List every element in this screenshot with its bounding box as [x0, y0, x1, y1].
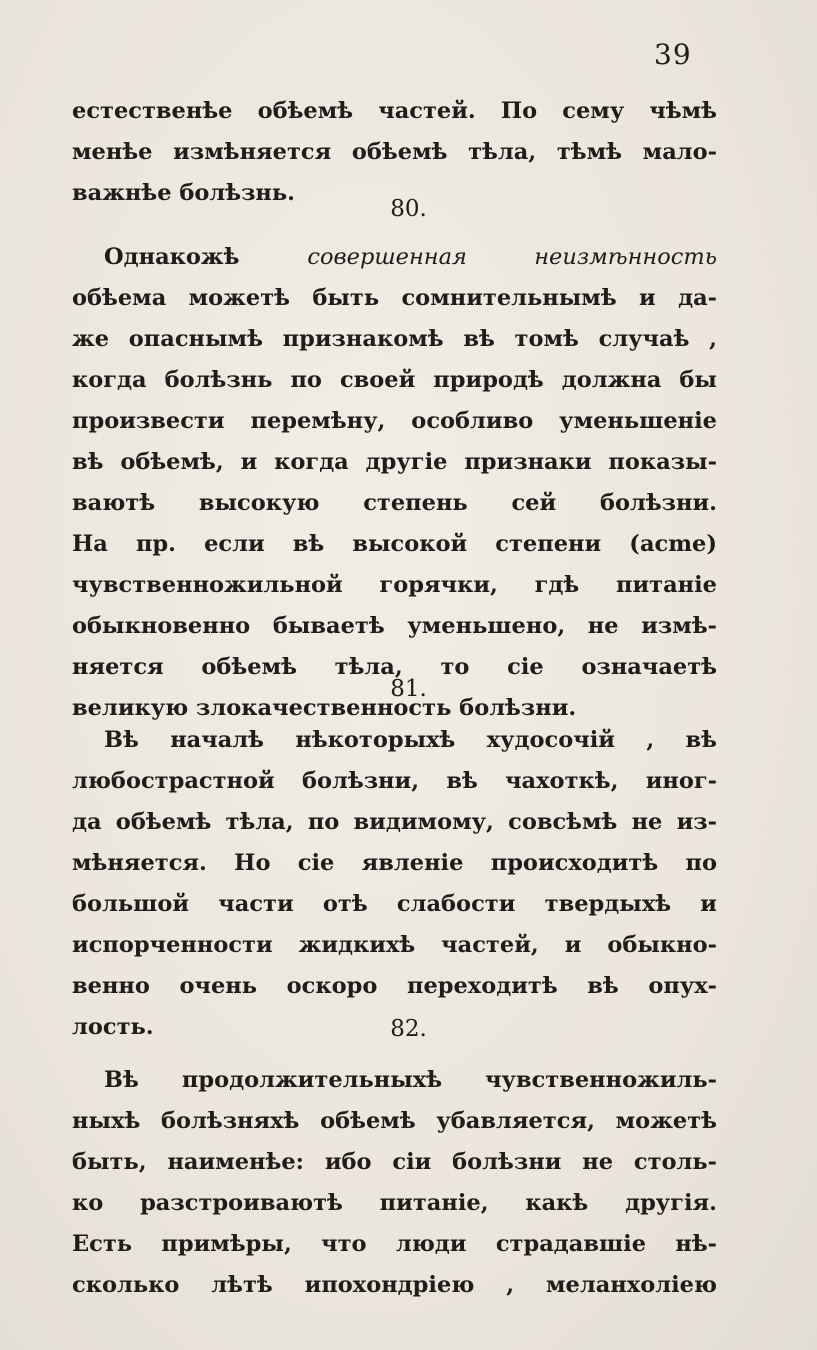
text-line: вѣ обѣемѣ, и когда другіе признаки показы- — [72, 449, 717, 475]
text-line: естественѣе обѣемѣ частей. По сему чѣмѣ — [72, 98, 717, 124]
section-number-80: 80. — [390, 196, 427, 222]
text-line: же опаснымѣ признакомѣ вѣ томѣ случаѣ , — [72, 326, 717, 352]
text-line: На пр. если вѣ высокой степени (acme) — [72, 531, 717, 557]
text-line: менѣе измѣняется обѣемѣ тѣла, тѣмѣ мало- — [72, 139, 717, 165]
text-line: мѣняется. Но сіе явленіе происходитѣ по — [72, 850, 717, 876]
text-line: испорченности жидкихѣ частей, и обыкно- — [72, 932, 717, 958]
text-line: чувственножильной горячки, гдѣ питаніе — [72, 572, 717, 598]
text-line: венно очень оскоро переходитѣ вѣ опух- — [72, 973, 717, 999]
text-line: сколько лѣтѣ ипохондріею , меланхоліею — [72, 1272, 717, 1298]
text-line: обыкновенно бываетѣ уменьшено, не измѣ- — [72, 613, 717, 639]
text-line: произвести перемѣну, особливо уменьшеніе — [72, 408, 717, 434]
text-line: Вѣ продолжительныхѣ чувственножиль- — [104, 1067, 717, 1093]
text-line: большой части отѣ слабости твердыхѣ и — [72, 891, 717, 917]
text-line: Вѣ началѣ нѣкоторыхѣ худосочій , вѣ — [104, 727, 717, 753]
text-line: няется обѣемѣ тѣла, то сіе означаетѣ — [72, 654, 717, 680]
text-line: быть, наименѣе: ибо сіи болѣзни не столь- — [72, 1149, 717, 1175]
text-line: ко разстроиваютѣ питаніе, какѣ другія. — [72, 1190, 717, 1216]
emphasized-phrase: совершенная неизмѣнность — [307, 244, 717, 270]
section-82-paragraph — [72, 1060, 717, 1306]
section-80-paragraph — [72, 237, 717, 729]
section-number-81: 81. — [390, 676, 427, 702]
text-line: лость. — [72, 1014, 154, 1040]
text-line — [72, 237, 717, 278]
text-line: ваютѣ высокую степень сей болѣзни. — [72, 490, 717, 516]
page-number: 39 — [654, 38, 692, 71]
text-line: ныхѣ болѣзняхѣ обѣемѣ убавляется, можетѣ — [72, 1108, 717, 1134]
text-line: когда болѣзнь по своей природѣ должна бы — [72, 367, 717, 393]
text-segment: Однакожѣ — [104, 244, 308, 270]
text-line: любострастной болѣзни, вѣ чахоткѣ, иног- — [72, 768, 717, 794]
text-line: да обѣемѣ тѣла, по видимому, совсѣмѣ не из- — [72, 809, 717, 835]
text-line: Есть примѣры, что люди страдавшіе нѣ- — [72, 1231, 717, 1257]
section-81-paragraph — [72, 720, 717, 1048]
section-number-82: 82. — [390, 1016, 427, 1042]
text-line: важнѣе болѣзнь. — [72, 180, 296, 206]
text-line: обѣема можетѣ быть сомнительнымѣ и да- — [72, 285, 717, 311]
text-line: великую злокачественность болѣзни. — [72, 695, 577, 721]
